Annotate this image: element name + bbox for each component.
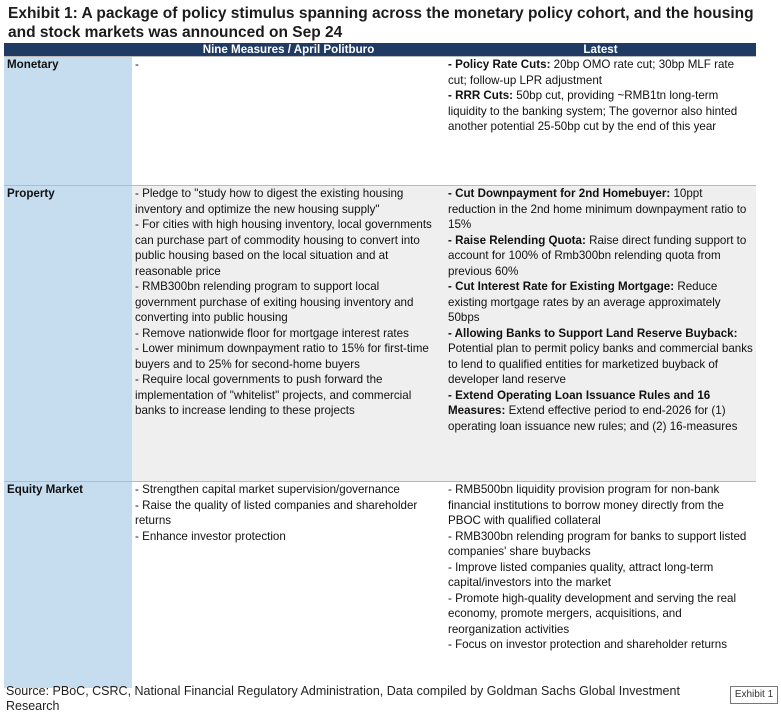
previous-item: - Pledge to "study how to digest the existing housing inventory and optimize the new housing supply" <box>135 187 404 216</box>
latest-item-heading: - Raise Relending Quota: <box>448 233 586 247</box>
latest-item <box>448 388 753 435</box>
source-note: Source: PBoC, CSRC, National Financial Regulatory Administration, Data compiled by Goldman Sachs Global Investment Research <box>6 684 680 713</box>
latest-item-text: - Improve listed companies quality, attract long-term capital/investors into the market <box>448 560 714 589</box>
table-header-row <box>4 43 756 57</box>
previous-item: - Lower minimum downpayment ratio to 15% for first-time buyers and to 25% for second-home buyers <box>135 342 429 371</box>
latest-cell <box>445 57 756 186</box>
previous-item: - For cities with high housing inventory, local governments can purchase part of commodity housing to convert into public housing based on the local situation and at reasonable price <box>135 218 432 278</box>
latest-item-text: Extend effective period to end-2026 for (1) operating loan issuance new rules; and (2) 16-measures <box>448 404 738 433</box>
header-nine-measures: Nine Measures / April Politburo <box>132 43 445 57</box>
latest-item <box>448 57 753 88</box>
latest-item <box>448 482 753 529</box>
latest-item-heading: - Extend Operating Loan Issuance Rules and 16 Measures: <box>448 388 711 417</box>
latest-item-text: 20bp OMO rate cut; 30bp MLF rate cut; follow-up LPR adjustment <box>448 58 735 87</box>
latest-item <box>448 529 753 560</box>
exhibit-title: Exhibit 1: A package of policy stimulus spanning across the monetary policy cohort, and the housing and stock markets was announced on Sep 24 <box>8 5 754 41</box>
header-category <box>4 43 132 57</box>
latest-item-text: 10ppt reduction in the 2nd home minimum downpayment ratio to 15% <box>448 187 747 231</box>
latest-item-text: 50bp cut, providing ~RMB1tn long-term liquidity to the banking system; The governor also hinted another potential 25-50bp cut by the end of this year <box>448 89 738 133</box>
latest-item-heading: - Allowing Banks to Support Land Reserve Buyback: <box>448 326 738 340</box>
previous-item: - Remove nationwide floor for mortgage interest rates <box>135 326 409 340</box>
previous-item: - Require local governments to push forward the implementation of "whitelist" projects, and commercial banks to increase lending to these projects <box>135 373 412 417</box>
latest-item-text: - RMB300bn relending program for banks to support listed companies' share buybacks <box>448 529 747 558</box>
latest-item <box>448 233 753 280</box>
latest-item <box>448 326 753 388</box>
header-latest: Latest <box>445 43 756 57</box>
latest-item-heading: - Cut Interest Rate for Existing Mortgage: <box>448 280 675 293</box>
policy-table <box>4 43 756 688</box>
latest-item-text: - Focus on investor protection and shareholder returns <box>448 638 728 651</box>
latest-cell <box>445 482 756 688</box>
table-row-property <box>4 186 756 482</box>
previous-item: - Enhance investor protection <box>135 529 286 543</box>
latest-item-heading: - Cut Downpayment for 2nd Homebuyer: <box>448 187 671 200</box>
latest-item-text: - Promote high-quality development and serving the real economy, promote mergers, acquisitions, and reorganization activities <box>448 591 737 636</box>
table-row-equity-market <box>4 482 756 688</box>
previous-item: - <box>135 58 139 71</box>
latest-item <box>448 637 753 653</box>
category-monetary: Monetary <box>4 57 132 186</box>
latest-item <box>448 186 753 233</box>
previous-cell <box>132 482 445 688</box>
latest-item-heading: - RRR Cuts: <box>448 89 514 102</box>
table-row-monetary <box>4 57 756 186</box>
latest-item-text: Reduce existing mortgage rates by an average approximately 50bps <box>448 280 721 324</box>
previous-item: - RMB300bn relending program to support local government purchase of exiting housing inventory and converting into public housing <box>135 280 414 324</box>
previous-item: - Raise the quality of listed companies and shareholder returns <box>135 498 418 527</box>
latest-item-text: - RMB500bn liquidity provision program for non-bank financial institutions to borrow money directly from the PBOC with qualified collateral <box>448 483 724 527</box>
previous-cell <box>132 186 445 482</box>
latest-item <box>448 279 753 326</box>
latest-cell <box>445 186 756 482</box>
category-equity-market: Equity Market <box>4 482 132 688</box>
latest-item <box>448 88 753 135</box>
latest-item <box>448 591 753 638</box>
latest-item-text: Raise direct funding support to account for 100% of Rmb300bn relending quota from previous 60% <box>448 233 747 278</box>
exhibit-tag[interactable]: Exhibit 1 <box>730 686 778 704</box>
previous-cell <box>132 57 445 186</box>
latest-item-heading: - Policy Rate Cuts: <box>448 58 551 71</box>
category-property: Property <box>4 186 132 482</box>
previous-item: - Strengthen capital market supervision/governance <box>135 483 400 496</box>
latest-item-text: Potential plan to permit policy banks and commercial banks to lend to qualified entities for marketized buyback of developer land reserve <box>448 342 753 386</box>
latest-item <box>448 560 753 591</box>
